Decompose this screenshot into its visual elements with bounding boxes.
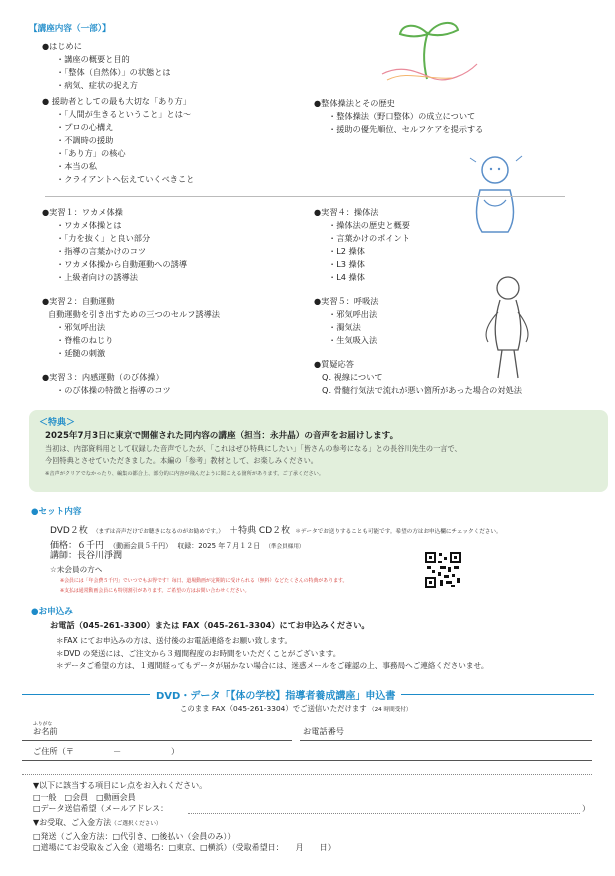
bonus-note: ※音声がクリアでなかったり、編集の都合上、部分的に内容が飛んだように聞こえる箇所があります。ご了承ください。 [45, 471, 325, 477]
list-item: ・のび体操の特徴と指導のコツ [56, 385, 171, 395]
form-title-post: 」申込書 [355, 691, 396, 702]
list-item: ・脊椎のねじり [56, 335, 114, 345]
form-title [150, 687, 401, 702]
email-field[interactable] [188, 813, 580, 814]
dvd-label: DVD２枚 [50, 526, 88, 536]
address-label: ご住所（〒 [33, 746, 74, 756]
list-item: ・「力を抜く」と良い部分 [56, 233, 151, 243]
pay-block [33, 817, 336, 854]
pay-header-note: （ご選択ください） [111, 821, 162, 827]
list-item: ・「整体（自然体）」の状態とは [56, 67, 171, 77]
list-item: ・延髄の刺激 [56, 348, 106, 358]
furigana-label: ふりがな [33, 722, 53, 727]
section-heading: ●実習４：操体法 [314, 207, 379, 217]
apply-note: ＊DVD の発送には、ご注文から３週間程度のお時間をいただくことがございます。 [56, 648, 341, 658]
list-item: Q. 骨髄行気法で流れが悪い箇所があった場合の対処法 [322, 385, 522, 395]
bonus-body: 今回特典とさせていただきました。本編の「参考」教材として、お楽しみください。 [45, 456, 318, 465]
list-item: ・整体操法（野口整体）の成立について [328, 111, 476, 121]
list-item: 自動運動を引き出すための三つのセルフ誘導法 [48, 309, 220, 319]
check-header: ▼以下に該当する項目にレ点をお入れください。 [33, 781, 208, 790]
list-item: ・不調時の援助 [56, 135, 114, 145]
list-item: ・プロの心構え [56, 122, 114, 132]
form-subtitle-note: （24 時間受付） [369, 707, 412, 713]
left-column-2 [42, 206, 220, 397]
phone-label: お電話番号 [303, 726, 344, 736]
list-item: ・「あり方」の核心 [56, 148, 126, 158]
section-heading: ●整体操法とその歴史 [314, 98, 395, 108]
list-item: ・講座の概要と目的 [56, 54, 130, 64]
price-member: （動画会員５千円） [109, 542, 173, 550]
name-label: お名前 [33, 726, 58, 736]
list-item: ・本当の私 [56, 161, 97, 171]
recorded: 収録：2025 年７月１２日 [177, 542, 261, 550]
list-item: ・邪気呼出法 [328, 309, 378, 319]
data-option[interactable]: □データ送信希望（メールアドレス： [33, 804, 169, 814]
list-item: ・L3 操体 [328, 259, 365, 269]
left-column [42, 40, 194, 186]
list-item: ・病気、症状の捉え方 [56, 80, 138, 90]
apply-phone: お電話（045-261-3300）または FAX（045-261-3304）にてお申込みください。 [50, 620, 370, 630]
dvd-note: （まずは音声だけでお聴きになるのがお勧めです。） [92, 529, 224, 535]
form-title-pre: DVD・データ「 [156, 691, 231, 702]
form-subtitle [180, 703, 411, 714]
course-header: 【講座内容（一部）】 [29, 24, 111, 34]
plus-label: ＋特典 CD２枚 [229, 526, 291, 536]
section-heading: ●実習１：ワカメ体操 [42, 207, 123, 217]
data-option-close: ） [582, 804, 590, 813]
list-item: ・生気吸入法 [328, 335, 378, 345]
section-heading: ●実習２：自動運動 [42, 296, 115, 306]
apply-note: ＊データご希望の方は、１週間経ってもデータが届かない場合には、迷惑メールをご確認の上、事務局へご連絡くださいませ。 [56, 661, 489, 670]
list-item: ・「人間が生きるということ」とは〜 [56, 109, 192, 119]
price: 価格：６千円 [50, 541, 105, 551]
list-item: ・援助の優先順位、セルフケアを提示する [328, 124, 484, 134]
nonmember-note: ※支払は通常動画会員にも特別割引があります。ご希望の方はお問い合わせください。 [60, 588, 250, 594]
list-item: ・上級者向けの誘導法 [56, 272, 138, 282]
phone-field[interactable] [300, 740, 592, 741]
address-field-2[interactable] [22, 774, 592, 775]
list-item: ・言葉かけのポイント [328, 233, 410, 243]
address-close: ） [171, 746, 180, 756]
check-block [33, 780, 207, 815]
pay-option-ship[interactable]: □発送（ご入金方法：□代引き、□後払い（会員のみ）） [33, 831, 236, 841]
section-heading: ●実習３：内感運動（のび体操） [42, 372, 164, 382]
list-item: ・指導の言葉かけのコツ [56, 246, 147, 256]
qr-code [424, 551, 462, 589]
list-item: ・L2 操体 [328, 246, 365, 256]
list-item: ・L4 操体 [328, 272, 365, 282]
address-field[interactable] [22, 760, 592, 761]
member-options[interactable]: □一般 □会員 □動画会員 [33, 792, 136, 802]
name-field[interactable] [22, 740, 292, 741]
bonus-headline: 2025年7月3日に東京で開催された同内容の講座（担当：永井晶）の音声をお届けします。 [45, 431, 399, 441]
list-item: ・ワカメ体操とは [56, 220, 122, 230]
section-heading: ● 援助者としての最も大切な「あり方」 [42, 96, 191, 106]
pay-option-dojo[interactable]: □道場にてお受取＆ご入金（道場名：□東京、□横浜）（受取希望日： 月 日） [33, 843, 336, 853]
form-subtitle-text: このまま FAX（045-261-3304）でご送信いただけます [180, 704, 367, 713]
recorded-note: （準会員様用） [265, 544, 305, 550]
nonmember-note: ※会員には「年会費５千円」でいつでもお得です！毎日、道場動画が定期的に受けられる（無料）などたくさんの特典があります。 [60, 578, 348, 584]
apply-header: ●お申込み [31, 607, 73, 617]
list-item: ・邪気呼出法 [56, 322, 106, 332]
list-item: ・ワカメ体操から自動運動への誘導 [56, 259, 188, 269]
bonus-title: ＜特典＞ [39, 418, 76, 428]
form-title-main: 【体の学校】指導者養成講座 [230, 691, 356, 702]
section-heading: ●実習５：呼吸法 [314, 296, 379, 306]
nonmember: ☆未会員の方へ [50, 565, 103, 574]
set-header: ●セット内容 [31, 507, 82, 517]
apply-notes [56, 635, 488, 673]
divider [45, 196, 565, 197]
plant-illustration [372, 14, 482, 84]
address-dash: － [113, 746, 122, 756]
section-heading: ●はじめに [42, 41, 82, 51]
list-item: ・クライアントへ伝えていくべきこと [56, 174, 195, 184]
lecturer: 講師：長谷川淨潤 [50, 551, 123, 561]
list-item: ・濁気法 [328, 322, 361, 332]
section-heading: ●質疑応答 [314, 359, 354, 369]
pay-header: ▼お受取、ご入金方法 [33, 818, 112, 827]
right-column [314, 97, 483, 136]
apply-note: ＊FAX にてお申込みの方は、送付後のお電話連絡をお願い致します。 [56, 636, 293, 645]
plus-note: ＊データでお送りすることも可能です。希望の方はお申込欄にチェックください。 [295, 529, 502, 535]
list-item: Q. 視線について [322, 372, 383, 382]
right-column-2 [314, 206, 522, 397]
bonus-body: 当初は、内部資料用として収録した音声でしたが、「これはぜひ特典にしたい」「皆さんの参考になる」との長谷川先生の一言で、 [45, 444, 462, 453]
list-item: ・操体法の歴史と概要 [328, 220, 410, 230]
